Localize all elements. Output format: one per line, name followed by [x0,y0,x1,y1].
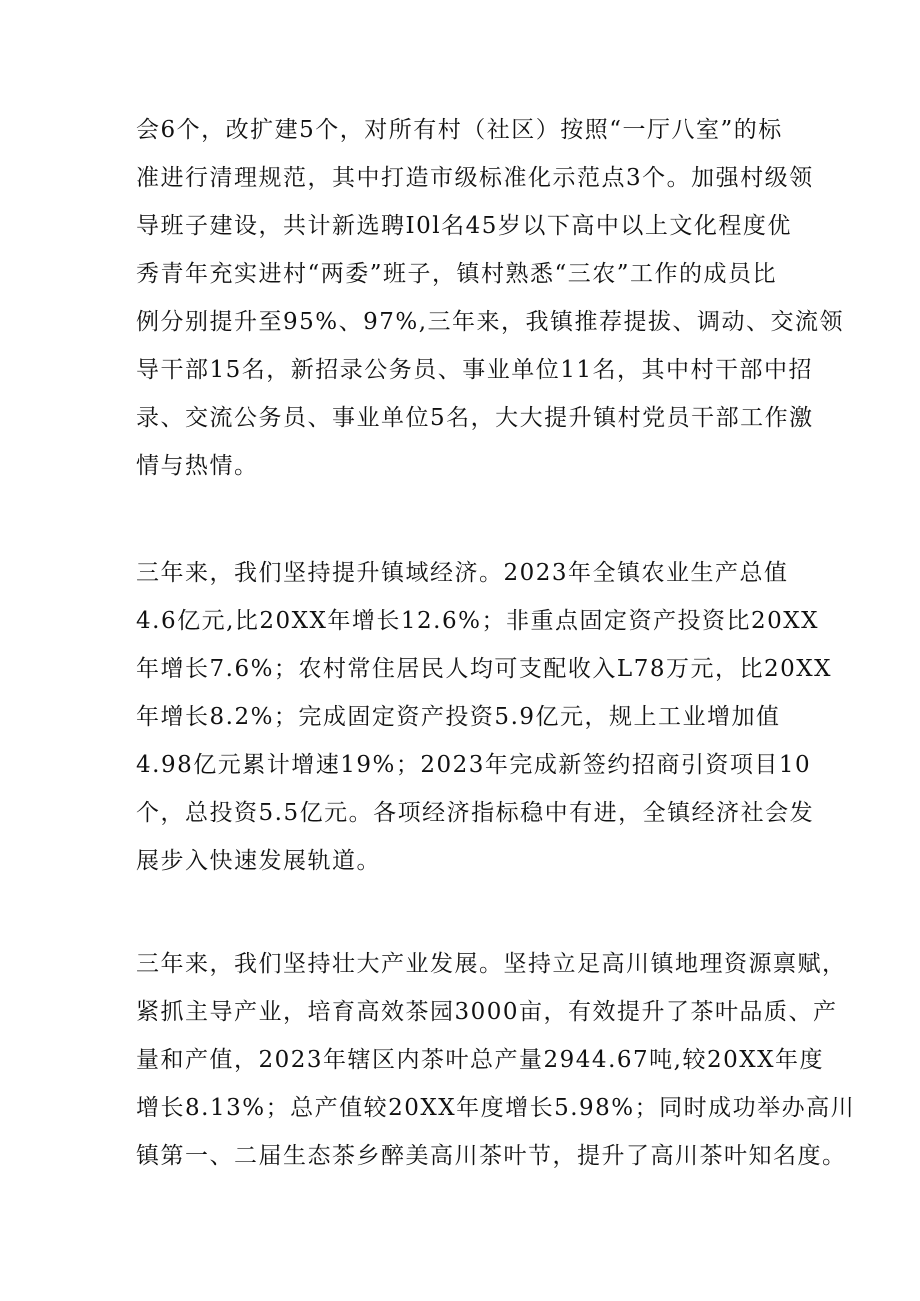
text-line: 录、交流公务员、事业单位5名，大大提升镇村党员干部工作激 [136,405,814,431]
text-line: 三年来，我们坚持壮大产业发展。坚持立足高川镇地理资源禀赋， [136,951,847,977]
text-line: 准进行清理规范，其中打造市级标准化示范点3个。加强村级领 [136,165,814,191]
text-line: 4.6亿元,比20XX年增长12.6%；非重点固定资产投资比20XX [136,608,819,634]
paragraph-town-economy [136,549,832,885]
text-line: 量和产值，2023年辖区内茶叶总产量2944.67吨,较20XX年度 [136,1047,824,1073]
text-line: 三年来，我们坚持提升镇域经济。2023年全镇农业生产总值 [136,560,789,586]
text-line: 例分别提升至95%、97%,三年来，我镇推荐提拔、调动、交流领 [136,309,845,335]
paragraph-industry-development [136,940,856,1180]
text-line: 年增长7.6%；农村常住居民人均可支配收入L78万元，比20XX [136,656,832,682]
text-line: 年增长8.2%；完成固定资产投资5.9亿元，规上工业增加值 [136,704,781,730]
text-line: 秀青年充实进村“两委”班子，镇村熟悉“三农”工作的成员比 [136,261,778,287]
text-line: 导班子建设，共计新选聘I0l名45岁以下高中以上文化程度优 [136,213,792,239]
text-line: 会6个，改扩建5个，对所有村（社区）按照“一厅八室”的标 [136,117,783,143]
paragraph-party-building [136,106,845,490]
text-line: 个，总投资5.5亿元。各项经济指标稳中有进，全镇经济社会发 [136,800,815,826]
text-line: 情与热情。 [136,453,259,479]
text-line: 镇第一、二届生态茶乡醉美高川茶叶节，提升了高川茶叶知名度。 [136,1143,847,1169]
text-line: 增长8.13%；总产值较20XX年度增长5.98%；同时成功举办高川 [136,1095,856,1121]
text-line: 导干部15名，新招录公务员、事业单位11名，其中村干部中招 [136,357,814,383]
text-line: 4.98亿元累计增速19%；2023年完成新签约招商引资项目10 [136,752,812,778]
text-line: 紧抓主导产业，培育高效茶园3000亩，有效提升了茶叶品质、产 [136,999,838,1025]
text-line: 展步入快速发展轨道。 [136,848,381,874]
